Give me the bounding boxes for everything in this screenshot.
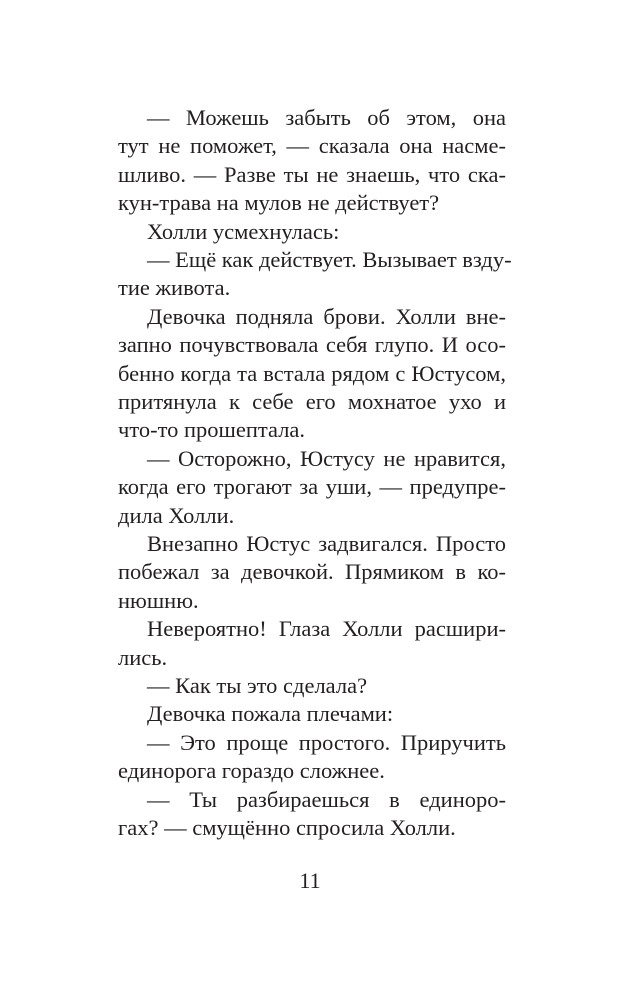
text-line: что-то прошептала. — [118, 417, 306, 443]
text-line: единорога гораздо сложнее. — [118, 758, 385, 784]
text-line: — Как ты это сделала? — [147, 673, 368, 698]
text-line: тие живота. — [118, 275, 231, 301]
text-line: дила Холли. — [118, 502, 235, 528]
text-line: шливо. — Разве ты не знаешь, что ска- — [118, 161, 506, 187]
text-line: побежал за девочкой. Прямиком в ко- — [118, 559, 506, 585]
text-line: тут не поможет, — сказала она насме- — [118, 133, 506, 159]
text-line: лись. — [118, 644, 168, 670]
page-number: 11 — [299, 868, 321, 893]
text-line: кун-трава на мулов не действует? — [118, 190, 440, 216]
text-line: — Это проще простого. Приручить — [147, 729, 506, 755]
text-line: Холли усмехнулась: — [147, 218, 340, 244]
text-line: притянула к себе его мохнатое ухо и — [118, 389, 506, 414]
text-line: — Ещё как действует. Вызывает взду- — [147, 247, 512, 272]
text-line: Внезапно Юстус задвигался. Просто — [147, 531, 506, 556]
text-line: — Осторожно, Юстусу не нравится, — [147, 445, 506, 471]
text-line: бенно когда та встала рядом с Юстусом, — [118, 360, 506, 386]
text-line: гах? — смущённо спросила Холли. — [118, 815, 456, 840]
text-line: — Можешь забыть об этом, она — [147, 105, 506, 130]
text-line: Невероятно! Глаза Холли расшири- — [147, 616, 506, 642]
text-line: нюшню. — [118, 587, 199, 613]
text-line: — Ты разбираешься в единоро- — [147, 786, 506, 812]
text-line: запно почувствовала себя глупо. И осо- — [118, 332, 506, 358]
text-line: когда его трогают за уши, — предупре- — [118, 474, 506, 500]
text-line: Девочка пожала плечами: — [147, 701, 394, 727]
text-line: Девочка подняла брови. Холли вне- — [147, 303, 506, 329]
